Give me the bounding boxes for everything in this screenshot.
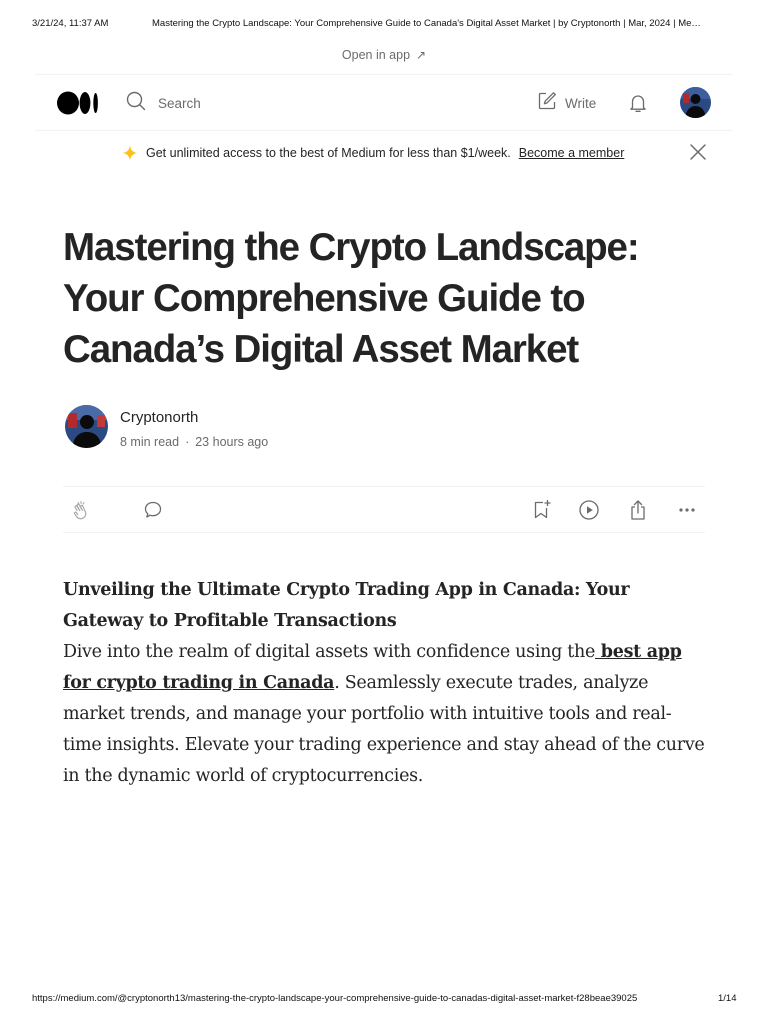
more-icon[interactable]: [676, 499, 698, 521]
article-paragraph: [63, 637, 708, 792]
divider: [35, 130, 732, 131]
search-label: Search: [158, 95, 201, 111]
article-meta: [120, 435, 268, 449]
close-icon[interactable]: [689, 143, 707, 161]
open-in-app-link[interactable]: [0, 48, 768, 62]
read-time: 8 min read: [120, 435, 180, 449]
author-name[interactable]: Cryptonorth: [120, 409, 199, 426]
print-datetime: 3/21/24, 11:37 AM: [32, 18, 109, 29]
divider: [63, 486, 705, 487]
write-label: Write: [565, 95, 597, 111]
bell-icon[interactable]: [626, 91, 650, 115]
article-body: [63, 575, 708, 792]
listen-icon[interactable]: [578, 499, 600, 521]
best-app-link[interactable]: best app for crypto trading in Canada: [63, 642, 682, 693]
clap-icon[interactable]: [71, 499, 93, 521]
print-url: https://medium.com/@cryptonorth13/mastering-the-crypto-landscape-your-comprehensive-guide-to-canadas-digital-asset-market-f28beae39025: [32, 993, 638, 1004]
sparkle-icon: [122, 145, 138, 161]
article-title: Mastering the Crypto Landscape: Your Comprehensive Guide to Canada’s Digital Asset Market: [63, 226, 639, 371]
user-avatar[interactable]: [680, 87, 711, 118]
print-page-title: Mastering the Crypto Landscape: Your Comprehensive Guide to Canada's Digital Asset Market | by Cryptonorth | Mar, 2024 | Me…: [152, 18, 701, 29]
print-page-number: 1/14: [718, 993, 737, 1004]
search-icon: [126, 91, 146, 116]
paragraph-text-continued: . Seamlessly execute trades, analyze market trends, and manage your portfolio with intuitive tools and real-time insights. Elevate your trading experience and stay ahead of the curve in the dynamic world of cryptocurrencies.: [63, 673, 705, 786]
divider: [63, 532, 705, 533]
membership-promo: [122, 143, 624, 163]
medium-logo-icon[interactable]: [57, 91, 99, 115]
become-member-link[interactable]: Become a member: [518, 146, 625, 160]
publish-time: 23 hours ago: [195, 435, 269, 449]
meta-separator: ·: [185, 435, 190, 449]
write-icon: [537, 91, 557, 116]
promo-text: Get unlimited access to the best of Medium for less than $1/week.: [146, 146, 511, 160]
external-arrow-icon: ↗: [416, 48, 427, 62]
author-avatar[interactable]: [65, 405, 108, 448]
share-icon[interactable]: [627, 499, 649, 521]
open-in-app-label: Open in app: [341, 48, 411, 62]
article-subheading: Unveiling the Ultimate Crypto Trading App in Canada: Your Gateway to Profitable Transactions: [63, 580, 630, 631]
search-bar[interactable]: [126, 92, 201, 114]
write-button[interactable]: [537, 91, 596, 115]
divider: [35, 74, 732, 75]
bookmark-add-icon[interactable]: [530, 499, 552, 521]
paragraph-text: Dive into the realm of digital assets with confidence using the: [63, 642, 596, 662]
respond-icon[interactable]: [142, 499, 164, 521]
